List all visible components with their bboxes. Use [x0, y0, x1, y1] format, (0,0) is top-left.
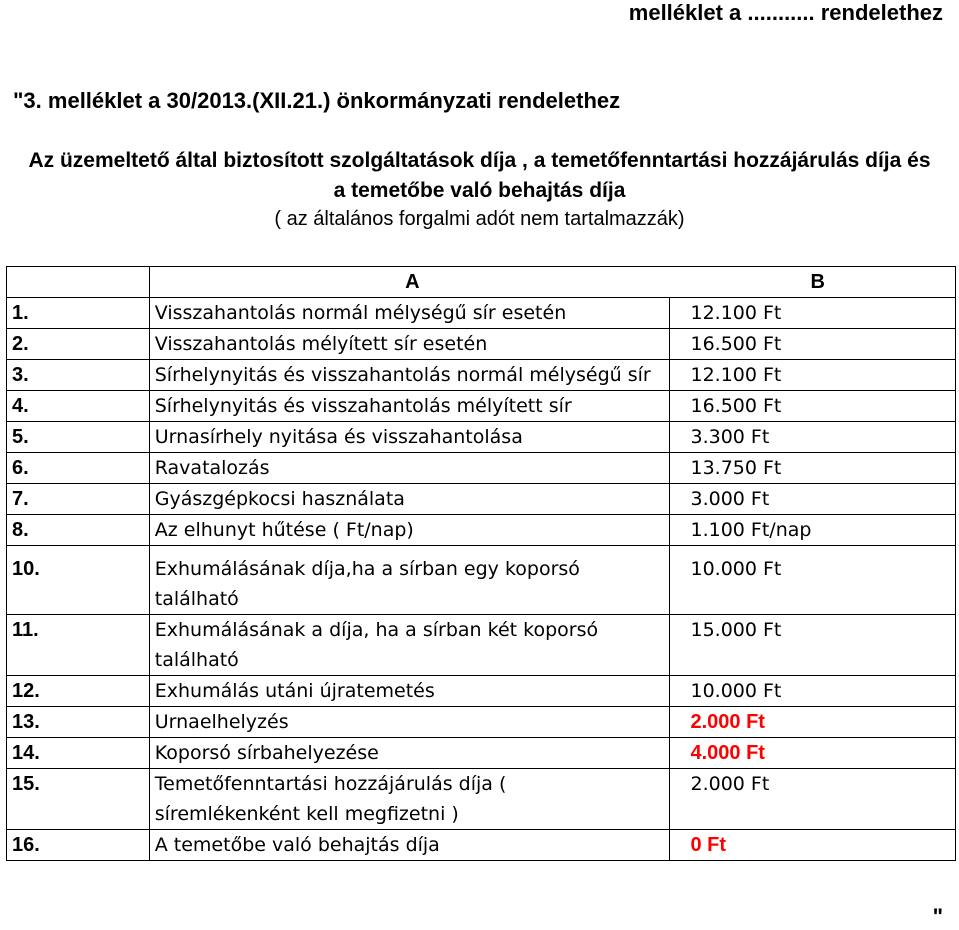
row-number: 16.: [7, 830, 150, 861]
row-number: 12.: [7, 676, 150, 707]
service-price: 13.750 Ft: [670, 453, 956, 484]
row-number: 11.: [7, 615, 150, 676]
column-header-b: B: [670, 267, 956, 298]
service-price: 1.100 Ft/nap: [670, 515, 956, 546]
service-description: Visszahantolás mélyített sír esetén: [149, 329, 670, 360]
service-price: 2.000 Ft: [670, 707, 956, 738]
service-description: Sírhelynyitás és visszahantolás normál mélységű sír: [149, 360, 670, 391]
table-row: [7, 546, 956, 615]
service-description: Exhumálás utáni újratemetés: [149, 676, 670, 707]
table-row: [7, 453, 956, 484]
service-price: 12.100 Ft: [670, 360, 956, 391]
table-row: [7, 329, 956, 360]
document-subtitle: ( az általános forgalmi adót nem tartalmazzák): [274, 208, 685, 230]
document-title: [0, 146, 959, 206]
table-header-row: [7, 267, 956, 298]
service-description: Gyászgépkocsi használata: [149, 484, 670, 515]
service-description: Visszahantolás normál mélységű sír esetén: [149, 298, 670, 329]
table-row: [7, 484, 956, 515]
service-price: 0 Ft: [670, 830, 956, 861]
service-price: 10.000 Ft: [670, 546, 956, 615]
table-row: [7, 830, 956, 861]
fee-table-body: [7, 298, 956, 861]
row-number: 5.: [7, 422, 150, 453]
service-description: Ravatalozás: [149, 453, 670, 484]
column-header-a: A: [149, 267, 670, 298]
decree-reference: "3. melléklet a 30/2013.(XII.21.) önkormányzati rendelethez: [13, 88, 621, 113]
service-description: A temetőbe való behajtás díja: [149, 830, 670, 861]
table-row: [7, 769, 956, 830]
row-number: 4.: [7, 391, 150, 422]
service-description: Koporsó sírbahelyezése: [149, 738, 670, 769]
service-price: 4.000 Ft: [670, 738, 956, 769]
table-row: [7, 676, 956, 707]
row-number: 15.: [7, 769, 150, 830]
annex-reference: melléklet a ........... rendelethez: [628, 0, 943, 25]
service-price: 3.300 Ft: [670, 422, 956, 453]
service-description: Sírhelynyitás és visszahantolás mélyített sír: [149, 391, 670, 422]
table-row: [7, 615, 956, 676]
closing-quote: ": [932, 904, 943, 929]
row-number: 8.: [7, 515, 150, 546]
document-title-line-1: Az üzemeltető által biztosított szolgáltatások díja , a temetőfenntartási hozzájárulás díja és: [28, 149, 931, 172]
service-price: 16.500 Ft: [670, 329, 956, 360]
service-price: 15.000 Ft: [670, 615, 956, 676]
table-row: [7, 422, 956, 453]
table-row: [7, 738, 956, 769]
row-number: 2.: [7, 329, 150, 360]
document-title-line-2: a temetőbe való behajtás díja: [333, 179, 626, 202]
service-price: 10.000 Ft: [670, 676, 956, 707]
row-number: 13.: [7, 707, 150, 738]
service-description: Exhumálásának a díja, ha a sírban két koporsó található: [149, 615, 670, 676]
service-description: Urnaelhelyzés: [149, 707, 670, 738]
row-number: 6.: [7, 453, 150, 484]
table-row: [7, 360, 956, 391]
table-row: [7, 707, 956, 738]
row-number: 14.: [7, 738, 150, 769]
table-row: [7, 515, 956, 546]
service-price: 2.000 Ft: [670, 769, 956, 830]
service-price: 12.100 Ft: [670, 298, 956, 329]
row-number: 10.: [7, 546, 150, 615]
row-number: 7.: [7, 484, 150, 515]
header-number-cell: [7, 267, 150, 298]
table-row: [7, 298, 956, 329]
row-number: 3.: [7, 360, 150, 391]
service-description: Az elhunyt hűtése ( Ft/nap): [149, 515, 670, 546]
fee-table: [6, 266, 956, 861]
service-price: 3.000 Ft: [670, 484, 956, 515]
row-number: 1.: [7, 298, 150, 329]
service-description: Urnasírhely nyitása és visszahantolása: [149, 422, 670, 453]
service-description: Exhumálásának díja,ha a sírban egy koporsó található: [149, 546, 670, 615]
service-description: Temetőfenntartási hozzájárulás díja ( síremlékenként kell megfizetni ): [149, 769, 670, 830]
service-price: 16.500 Ft: [670, 391, 956, 422]
table-row: [7, 391, 956, 422]
